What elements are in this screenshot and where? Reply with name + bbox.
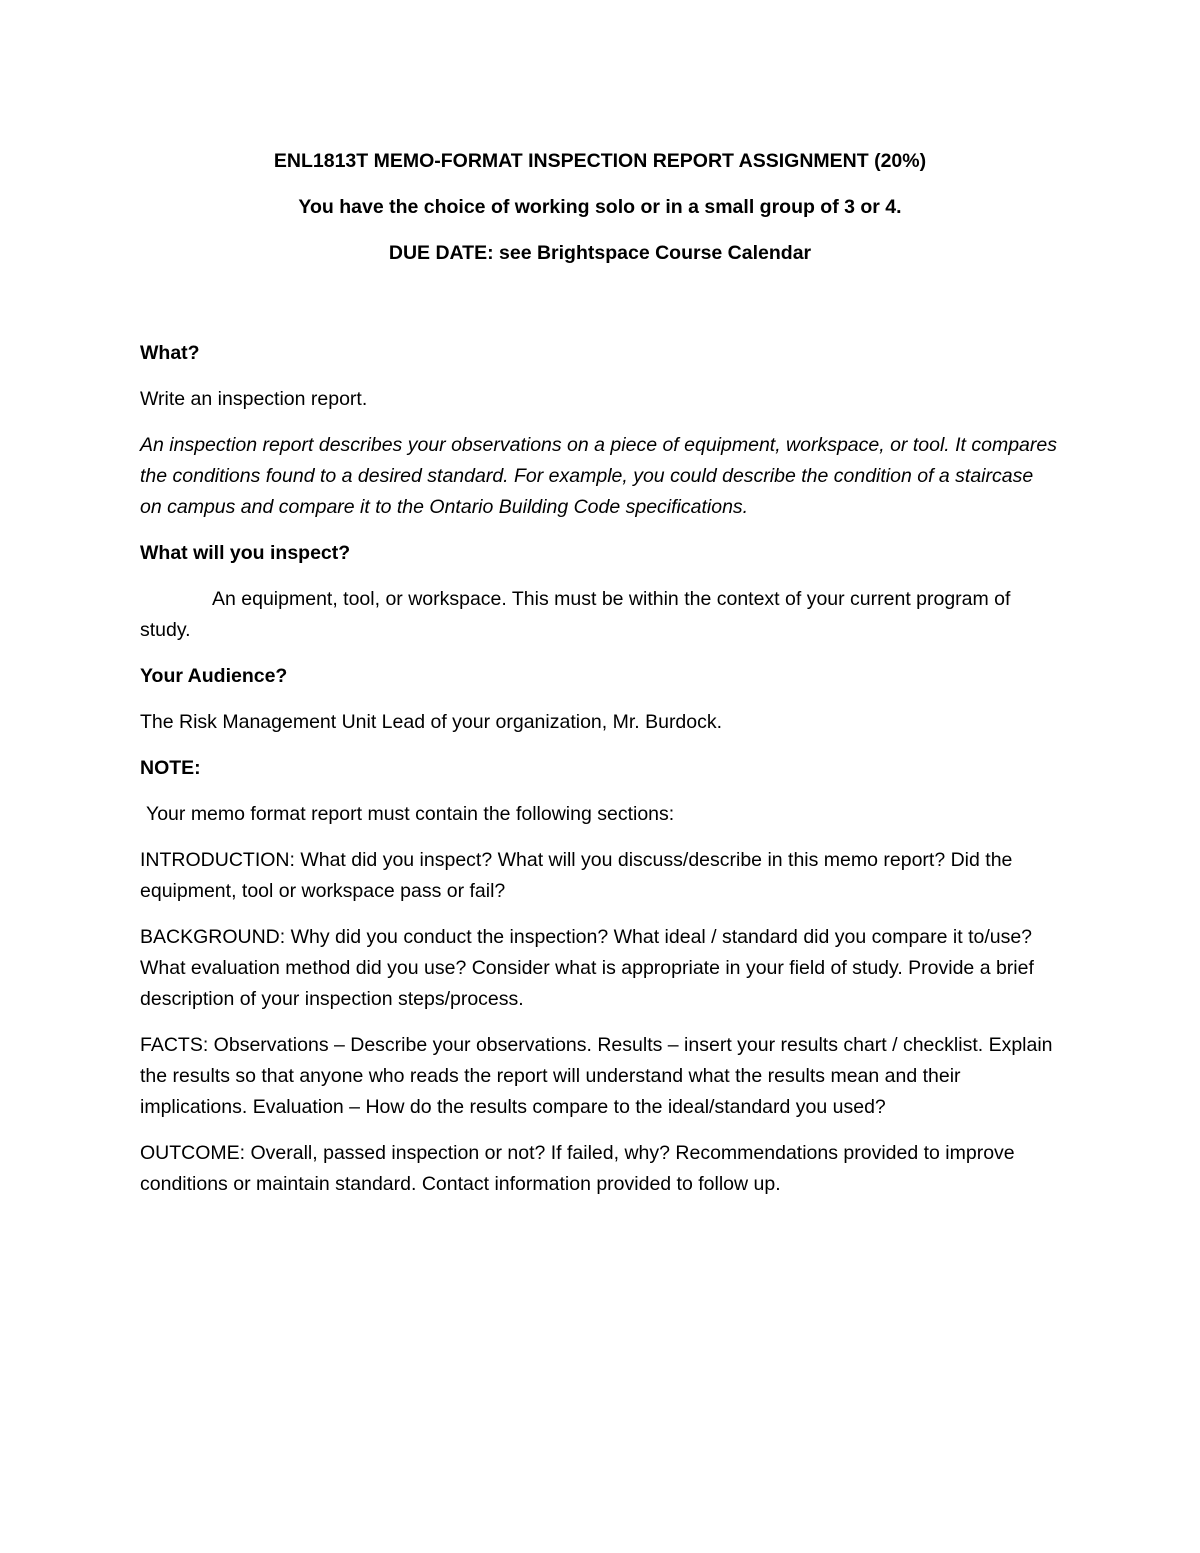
facts-section: FACTS: Observations – Describe your observations. Results – insert your results chart / checklist. Explain the results so that anyone who reads the report will understand what the results mean and their implications. Evaluation – How do the results compare to the ideal/standard you used?	[140, 1034, 1053, 1118]
inspect-heading: What will you inspect?	[140, 542, 351, 564]
inspect-text: An equipment, tool, or workspace. This must be within the context of your current program of study.	[140, 588, 1011, 641]
outcome-section: OUTCOME: Overall, passed inspection or not? If failed, why? Recommendations provided to improve conditions or maintain standard. Contact information provided to follow up.	[140, 1142, 1015, 1195]
document-page	[140, 138, 1060, 1215]
spacer	[140, 276, 1060, 338]
document-title: ENL1813T MEMO-FORMAT INSPECTION REPORT ASSIGNMENT (20%)	[273, 150, 927, 172]
audience-heading: Your Audience?	[140, 665, 288, 687]
introduction-section: INTRODUCTION: What did you inspect? What will you discuss/describe in this memo report? Did the equipment, tool or workspace pass or fail?	[140, 849, 1013, 902]
note-text: Your memo format report must contain the following sections:	[146, 803, 675, 825]
note-heading: NOTE:	[140, 757, 201, 779]
what-definition: An inspection report describes your observations on a piece of equipment, workspace, or tool. It compares the conditions found to a desired standard. For example, you could describe the condition of a staircase on campus and compare it to the Ontario Building Code specifications.	[140, 434, 1057, 518]
background-section: BACKGROUND: Why did you conduct the inspection? What ideal / standard did you compare it to/use? What evaluation method did you use? Consider what is appropriate in your field of study. Provide a brief description of your inspection steps/process.	[140, 926, 1034, 1010]
due-date: DUE DATE: see Brightspace Course Calendar	[388, 242, 812, 264]
audience-text: The Risk Management Unit Lead of your organization, Mr. Burdock.	[140, 711, 723, 733]
document-subtitle: You have the choice of working solo or in a small group of 3 or 4.	[298, 196, 902, 218]
what-heading: What?	[140, 342, 200, 364]
what-text: Write an inspection report.	[140, 388, 368, 410]
